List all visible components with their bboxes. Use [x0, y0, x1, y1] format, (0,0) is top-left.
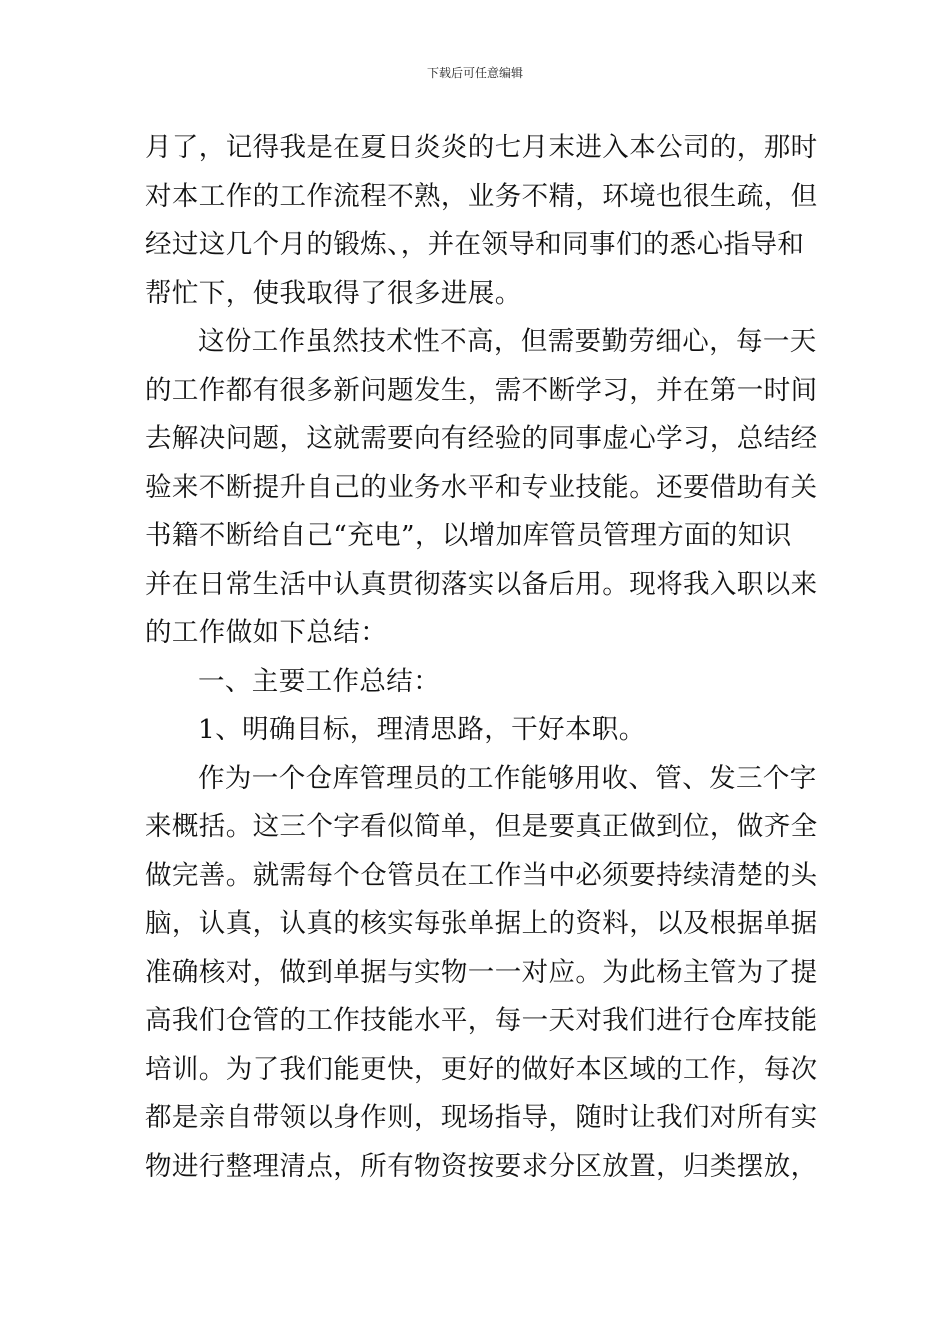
text-line: 准确核对，做到单据与实物一一对应。为此杨主管为了提 — [145, 956, 818, 988]
text-line: 一、主要工作总结： — [198, 665, 441, 697]
text-line: 验来不断提升自己的业务水平和专业技能。还要借助有关 — [145, 471, 818, 503]
text-line: 培训。为了我们能更快，更好的做好本区域的工作，每次 — [145, 1053, 818, 1085]
text-line: 的工作做如下总结： — [145, 617, 388, 648]
text-line: 物进行整理清点，所有物资按要求分区放置，归类摆放， — [145, 1150, 818, 1182]
text-line: 经过这几个月的锻炼、，并在领导和同事们的悉心指导和 — [145, 229, 805, 260]
text-line: 脑，认真，认真的核实每张单据上的资料，以及根据单据 — [145, 908, 818, 939]
document-body — [145, 124, 818, 1191]
text-line: 都是亲自带领以身作则，现场指导，随时让我们对所有实 — [145, 1102, 818, 1133]
page-header-note: 下载后可任意编辑 — [426, 66, 523, 80]
text-line: 月了，记得我是在夏日炎炎的七月末进入本公司的，那时 — [145, 132, 818, 163]
text-line: 1、明确目标，理清思路，干好本职。 — [198, 714, 646, 745]
text-line: 的工作都有很多新问题发生，需不断学习，并在第一时间 — [145, 374, 818, 406]
text-line: 并在日常生活中认真贯彻落实以备后用。现将我入职以来 — [145, 568, 818, 600]
text-line: 作为一个仓库管理员的工作能够用收、管、发三个字 — [198, 762, 817, 794]
text-line: 这份工作虽然技术性不高，但需要勤劳细心，每一天 — [198, 326, 817, 357]
text-line: 去解决问题，这就需要向有经验的同事虚心学习，总结经 — [145, 423, 818, 454]
text-line: 书籍不断给自己“充电”，以增加库管员管理方面的知识 — [145, 520, 792, 551]
text-line: 对本工作的工作流程不熟，业务不精，环境也很生疏，但 — [145, 180, 818, 212]
text-line: 做完善。就需每个仓管员在工作当中必须要持续清楚的头 — [145, 859, 818, 891]
text-line: 高我们仓管的工作技能水平，每一天对我们进行仓库技能 — [145, 1005, 818, 1036]
text-line: 来概括。这三个字看似简单，但是要真正做到位，做齐全 — [145, 811, 818, 842]
text-line: 帮忙下，使我取得了很多进展。 — [145, 277, 522, 309]
